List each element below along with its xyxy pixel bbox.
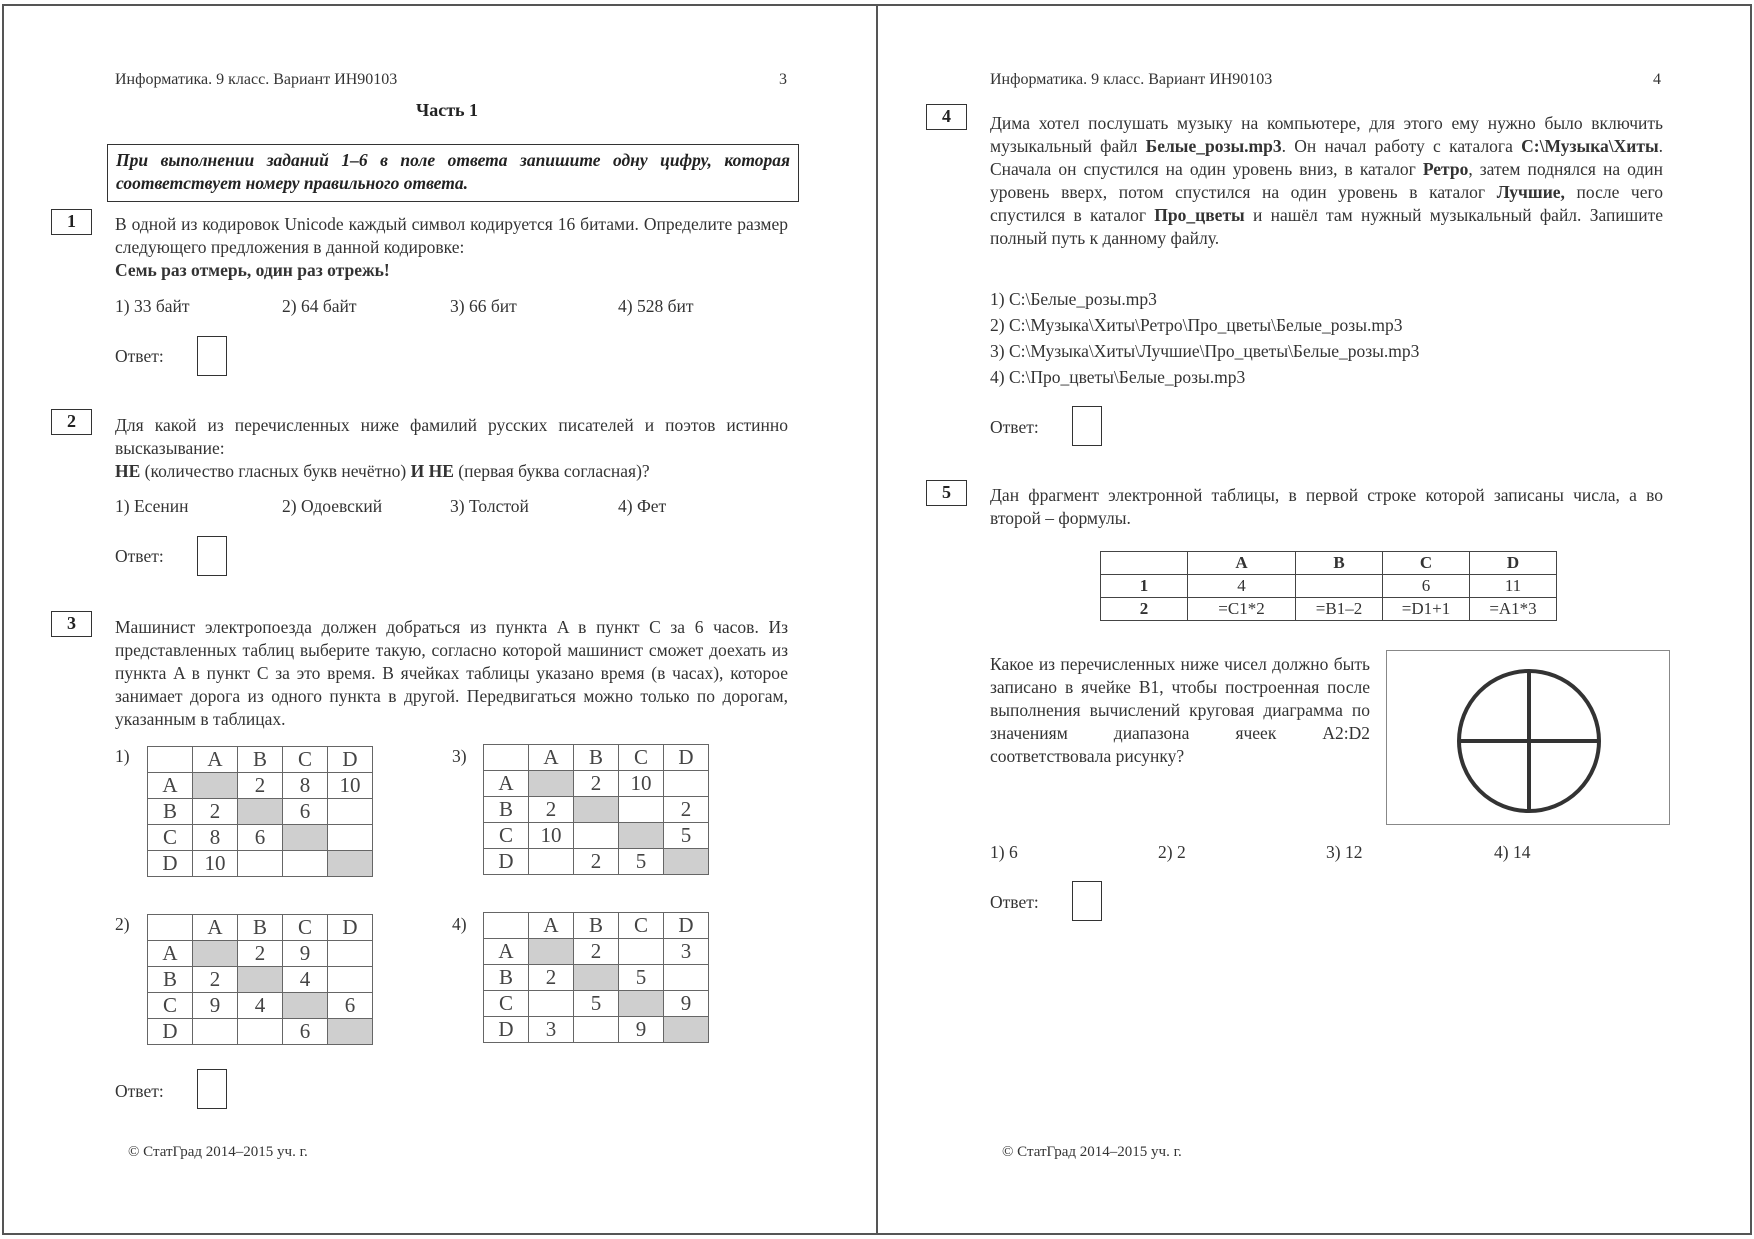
- option-4[interactable]: 4) С:\Про_цветы\Белые_розы.mp3: [990, 367, 1246, 387]
- question-1-sentence: Семь раз отмерь, один раз отрежь!: [115, 260, 390, 280]
- column-header-cell: B: [238, 915, 283, 941]
- row-header-cell: C: [148, 993, 193, 1019]
- column-header-cell: [148, 915, 193, 941]
- table-row: [484, 991, 709, 1017]
- option-2[interactable]: 2) 2: [1158, 842, 1186, 862]
- table-row: [148, 1019, 373, 1045]
- question-1-text: В одной из кодировок Unicode каждый символ кодируется 16 битами. Определите размер следующего предложения в данной кодировке:: [115, 214, 788, 257]
- column-header-cell: [148, 747, 193, 773]
- option-2[interactable]: 2) С:\Музыка\Хиты\Ретро\Про_цветы\Белые_розы.mp3: [990, 315, 1403, 335]
- row-header-cell: A: [484, 771, 529, 797]
- distance-cell: 2: [238, 941, 283, 967]
- condition-not-1: НЕ: [115, 461, 141, 481]
- sheet-cell: 11: [1470, 575, 1557, 598]
- distance-cell: 3: [529, 1017, 574, 1043]
- distance-cell: 5: [619, 965, 664, 991]
- column-header-cell: A: [193, 747, 238, 773]
- table-row: [148, 799, 373, 825]
- option-1[interactable]: 1) С:\Белые_розы.mp3: [990, 289, 1157, 309]
- distance-cell: [619, 823, 664, 849]
- left-page: [2, 4, 878, 1235]
- column-header-cell: C: [619, 913, 664, 939]
- row-header-cell: D: [148, 1019, 193, 1045]
- row-header-cell: C: [484, 823, 529, 849]
- distance-cell: [619, 991, 664, 1017]
- column-header-cell: A: [193, 915, 238, 941]
- table-label[interactable]: 4): [452, 914, 467, 934]
- distance-cell: [238, 967, 283, 993]
- table-header-row: [484, 913, 709, 939]
- answer-box-q3[interactable]: [197, 1069, 227, 1109]
- question-number: 4: [926, 104, 967, 130]
- row-header-cell: D: [484, 849, 529, 875]
- distance-cell: [238, 799, 283, 825]
- sheet-cell: =C1*2: [1188, 598, 1296, 621]
- distance-cell: [529, 991, 574, 1017]
- table-label[interactable]: 2): [115, 914, 130, 934]
- distance-cell: [283, 825, 328, 851]
- sheet-column-header: C: [1383, 552, 1470, 575]
- distance-cell: [283, 851, 328, 877]
- distance-cell: 6: [283, 1019, 328, 1045]
- question-5-prompt: Какое из перечисленных ниже чисел должно быть записано в ячейке B1, чтобы построенная после выполнения вычислений круговая диаграмма по значениям диапазона ячеек A2:D2 соответствовала рисунку?: [990, 654, 1370, 766]
- row-header-cell: C: [148, 825, 193, 851]
- table-label[interactable]: 1): [115, 746, 130, 766]
- text-part: . Сначала он спустился на один уровень вниз, в каталог: [990, 136, 1664, 179]
- distance-cell: [328, 941, 373, 967]
- answer-box-q2[interactable]: [197, 536, 227, 576]
- answer-label: Ответ:: [115, 346, 164, 366]
- table-row: [484, 797, 709, 823]
- row-header-cell: B: [484, 965, 529, 991]
- text-part: , затем поднялся на один уровень вверх, потом спустился на один уровень в каталог: [990, 159, 1663, 202]
- distance-cell: [283, 993, 328, 1019]
- distance-cell: 9: [619, 1017, 664, 1043]
- text-part: Дима хотел послушать музыку на компьютере, для этого ему нужно было включить музыкальный файл: [990, 113, 1663, 156]
- question-number: 2: [51, 409, 92, 435]
- table-header-row: [148, 747, 373, 773]
- distance-cell: 9: [283, 941, 328, 967]
- distance-cell: 3: [664, 939, 709, 965]
- pie-chart: [1387, 651, 1671, 826]
- sheet-row: [1101, 598, 1557, 621]
- text-part: . Он начал работу с каталога: [1281, 136, 1522, 156]
- condition-text-2: (первая буква согласная)?: [453, 461, 650, 481]
- distance-cell: 4: [283, 967, 328, 993]
- table-row: [148, 851, 373, 877]
- right-page: [876, 4, 1752, 1235]
- option-3[interactable]: 3) Толстой: [450, 496, 529, 516]
- distance-cell: [664, 965, 709, 991]
- distance-cell: 2: [193, 967, 238, 993]
- text-part: и нашёл там нужный музыкальный файл. Запишите полный путь к данному файлу.: [990, 205, 1663, 248]
- column-header-cell: B: [238, 747, 283, 773]
- distance-cell: [328, 1019, 373, 1045]
- column-header-cell: B: [574, 745, 619, 771]
- answer-label: Ответ:: [115, 546, 164, 566]
- distance-cell: 2: [574, 849, 619, 875]
- distance-cell: 10: [529, 823, 574, 849]
- row-header-cell: B: [484, 797, 529, 823]
- distance-cell: 2: [574, 771, 619, 797]
- distance-cell: [328, 825, 373, 851]
- option-4[interactable]: 4) Фет: [618, 496, 667, 516]
- table-row: [484, 965, 709, 991]
- distance-cell: [238, 851, 283, 877]
- column-header-cell: A: [529, 913, 574, 939]
- column-header-cell: D: [664, 913, 709, 939]
- sheet-row-header: 1: [1101, 575, 1188, 598]
- sheet-header-row: [1101, 552, 1557, 575]
- sheet-column-header: [1101, 552, 1188, 575]
- answer-label: Ответ:: [990, 892, 1039, 912]
- question-5-text: Дан фрагмент электронной таблицы, в первой строке которой записаны числа, а во второй – формулы.: [990, 485, 1663, 528]
- question-3-text: Машинист электропоезда должен добраться из пункта A в пункт C за 6 часов. Из представленных таблиц выберите такую, согласно которой машинист сможет доехать из пункта A в пункт C за это время. В ячейках таблицы указано время (в часах), которое занимает дорога из одного пункта в другой. Передвигаться можно только по дорогам, указанным в таблицах.: [115, 617, 788, 729]
- table-row: [484, 849, 709, 875]
- distance-cell: 10: [328, 773, 373, 799]
- sheet-cell: 4: [1188, 575, 1296, 598]
- distance-cell: [328, 851, 373, 877]
- distance-cell: 2: [238, 773, 283, 799]
- option-1[interactable]: 1) 33 байт: [115, 296, 190, 316]
- distance-cell: 9: [664, 991, 709, 1017]
- option-3[interactable]: 3) 66 бит: [450, 296, 517, 316]
- table-row: [148, 941, 373, 967]
- distance-cell: 5: [574, 991, 619, 1017]
- distance-table: [147, 914, 373, 1045]
- column-header-cell: D: [328, 747, 373, 773]
- question-number: 1: [51, 209, 92, 235]
- folder-flowers: Про_цветы: [1154, 205, 1245, 225]
- column-header-cell: A: [529, 745, 574, 771]
- distance-cell: [529, 939, 574, 965]
- distance-cell: [619, 939, 664, 965]
- page-header: Информатика. 9 класс. Вариант ИН90103: [115, 71, 398, 88]
- table-row: [148, 773, 373, 799]
- distance-cell: [574, 1017, 619, 1043]
- question-text: [115, 213, 788, 282]
- option-1[interactable]: 1) 6: [990, 842, 1018, 862]
- question-number: 5: [926, 480, 967, 506]
- distance-cell: 6: [238, 825, 283, 851]
- row-header-cell: B: [148, 799, 193, 825]
- option-4[interactable]: 4) 528 бит: [618, 296, 694, 316]
- row-header-cell: A: [148, 773, 193, 799]
- distance-cell: 2: [193, 799, 238, 825]
- distance-cell: [574, 797, 619, 823]
- sheet-row: [1101, 575, 1557, 598]
- table-header-row: [484, 745, 709, 771]
- distance-cell: 2: [529, 797, 574, 823]
- table-row: [148, 825, 373, 851]
- sheet-cell: =D1+1: [1383, 598, 1470, 621]
- text-part: после чего спустился в каталог: [990, 182, 1663, 225]
- distance-cell: 8: [193, 825, 238, 851]
- sheet-column-header: B: [1296, 552, 1383, 575]
- sheet-cell: =B1–2: [1296, 598, 1383, 621]
- sheet-cell: [1296, 575, 1383, 598]
- table-row: [484, 1017, 709, 1043]
- condition-text-1: (количество гласных букв нечётно): [140, 461, 411, 481]
- distance-cell: 10: [193, 851, 238, 877]
- answer-label: Ответ:: [115, 1081, 164, 1101]
- distance-cell: 2: [664, 797, 709, 823]
- instruction-box: При выполнении заданий 1–6 в поле ответа запишите одну цифру, которая соответствует номеру правильного ответа.: [107, 144, 799, 202]
- answer-label: Ответ:: [990, 417, 1039, 437]
- table-header-row: [148, 915, 373, 941]
- question-4-text: [990, 112, 1663, 250]
- column-header-cell: [484, 745, 529, 771]
- distance-cell: 2: [529, 965, 574, 991]
- distance-cell: [529, 771, 574, 797]
- question-number: 3: [51, 611, 92, 637]
- distance-cell: [664, 849, 709, 875]
- option-1[interactable]: 1) Есенин: [115, 496, 189, 516]
- page-header: Информатика. 9 класс. Вариант ИН90103: [990, 71, 1273, 88]
- column-header-cell: [484, 913, 529, 939]
- sheet-row-header: 2: [1101, 598, 1188, 621]
- part-title: Часть 1: [416, 100, 479, 120]
- row-header-cell: B: [148, 967, 193, 993]
- pie-chart-frame: [1386, 650, 1670, 825]
- distance-cell: [328, 967, 373, 993]
- distance-cell: [193, 1019, 238, 1045]
- column-header-cell: D: [328, 915, 373, 941]
- distance-cell: [574, 965, 619, 991]
- row-header-cell: C: [484, 991, 529, 1017]
- question-2-text: Для какой из перечисленных ниже фамилий русских писателей и поэтов истинно высказывание:: [115, 415, 788, 458]
- distance-cell: [664, 1017, 709, 1043]
- distance-table: [483, 912, 709, 1043]
- distance-cell: 2: [574, 939, 619, 965]
- table-row: [484, 823, 709, 849]
- distance-cell: 5: [664, 823, 709, 849]
- sheet-cell: 6: [1383, 575, 1470, 598]
- option-4[interactable]: 4) 14: [1494, 842, 1531, 862]
- distance-cell: 10: [619, 771, 664, 797]
- column-header-cell: D: [664, 745, 709, 771]
- answer-box-q4[interactable]: [1072, 406, 1102, 446]
- row-header-cell: D: [148, 851, 193, 877]
- question-text: [115, 414, 788, 483]
- row-header-cell: A: [148, 941, 193, 967]
- page-footer: © СтатГрад 2014–2015 уч. г.: [128, 1144, 308, 1160]
- distance-cell: 4: [238, 993, 283, 1019]
- distance-cell: 8: [283, 773, 328, 799]
- distance-cell: [193, 941, 238, 967]
- option-3[interactable]: 3) 12: [1326, 842, 1363, 862]
- distance-cell: [574, 823, 619, 849]
- table-row: [484, 939, 709, 965]
- page-number: 3: [779, 71, 787, 88]
- distance-cell: [664, 771, 709, 797]
- row-header-cell: D: [484, 1017, 529, 1043]
- distance-cell: [529, 849, 574, 875]
- distance-cell: [238, 1019, 283, 1045]
- spreadsheet-fragment: [1100, 551, 1557, 621]
- sheet-cell: =A1*3: [1470, 598, 1557, 621]
- option-2[interactable]: 2) Одоевский: [282, 496, 383, 516]
- distance-cell: [193, 773, 238, 799]
- option-3[interactable]: 3) С:\Музыка\Хиты\Лучшие\Про_цветы\Белые_розы.mp3: [990, 341, 1420, 361]
- folder-best: Лучшие,: [1496, 182, 1565, 202]
- column-header-cell: C: [283, 747, 328, 773]
- table-row: [148, 967, 373, 993]
- sheet-column-header: D: [1470, 552, 1557, 575]
- table-row: [484, 771, 709, 797]
- answer-box-q5[interactable]: [1072, 881, 1102, 921]
- folder-retro: Ретро: [1422, 159, 1469, 179]
- distance-cell: [619, 797, 664, 823]
- distance-cell: 5: [619, 849, 664, 875]
- answer-box-q1[interactable]: [197, 336, 227, 376]
- distance-cell: 6: [328, 993, 373, 1019]
- column-header-cell: B: [574, 913, 619, 939]
- table-row: [148, 993, 373, 1019]
- page-number: 4: [1653, 71, 1661, 88]
- option-2[interactable]: 2) 64 байт: [282, 296, 357, 316]
- row-header-cell: A: [484, 939, 529, 965]
- table-label[interactable]: 3): [452, 746, 467, 766]
- distance-cell: 9: [193, 993, 238, 1019]
- sheet-column-header: A: [1188, 552, 1296, 575]
- condition-and-not: И НЕ: [410, 461, 454, 481]
- page-footer: © СтатГрад 2014–2015 уч. г.: [1002, 1144, 1182, 1160]
- file-name: Белые_розы.mp3: [1145, 136, 1282, 156]
- distance-cell: 6: [283, 799, 328, 825]
- distance-table: [147, 746, 373, 877]
- distance-cell: [328, 799, 373, 825]
- distance-table: [483, 744, 709, 875]
- column-header-cell: C: [283, 915, 328, 941]
- column-header-cell: C: [619, 745, 664, 771]
- start-folder: С:\Музыка\Хиты: [1521, 136, 1659, 156]
